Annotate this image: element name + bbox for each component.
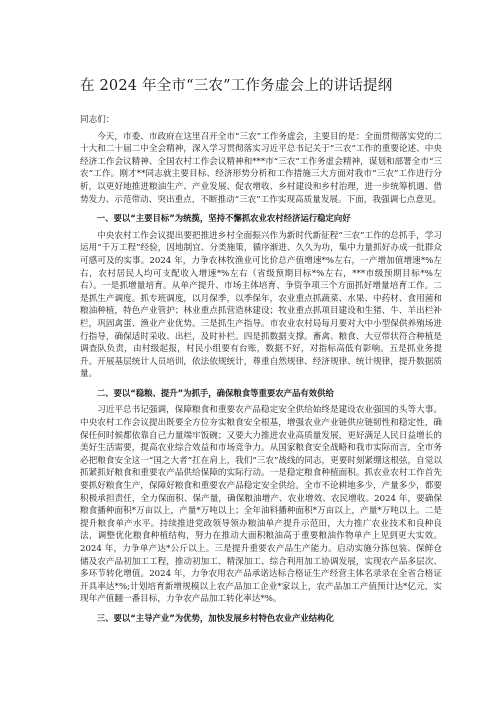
section-heading-2: 二、要以“稳粮、提升”为抓手，确保粮食等重要农产品有效供给 <box>96 387 334 398</box>
section-body-1: 中央农村工作会议提出要把推进乡村全面振兴作为新时代新征程“三农”工作的总抓手，学习运用“千万工程”经验，因地制宜、分类施策，循序渐进、久久为功，集中力量抓好办成一批群众可感可及的实事。2024 年，力争农林牧渔业可比价总产值增速*%左右，一产增加值增速*%左右，农村居民人均可支配收入增速*%左右（省级预期目标*%左右，***市级预期目标*%左右）。一是抓增量培育。从单产提升、市场主体培育、争资争项三个方面抓好增量培育工作。二是抓生产调度。抓专班调度，以月保季，以季保年，农业重点抓蔬菜、水果、中药材、食用菌和粮油种植，特色产业管护；林业重点抓营造林建设；牧业重点抓项目建设和生猪、牛、羊出栏补栏，巩固禽蛋、渔业产业优势。三是抓生产指导。市农业农村局每月要对大中小型保供养殖场进行指导，确保适时采收、出栏，及时补栏。四是抓数据支撑。畜禽、粮食、大豆带状符合种植是调查队负责，由村级起报，村民小组要有台账，数据不好，对指标高低有影响。五是抓业务提升。开展基层统计人员培训，依法依规统计，尊重自然规律、经济规律、统计规律，提升数据质量。 <box>80 230 442 380</box>
salutation: 同志们： <box>80 115 115 125</box>
section-heading-1: 一、要以“主要目标”为统揽，坚持不懈抓农业农村经济运行稳定向好 <box>96 213 351 224</box>
intro-paragraph: 今天，市委、市政府在这里召开全市“三农”工作务虚会，主要目的是：全面贯彻落实党的二十大和二十届二中全会精神，深入学习贯彻落实习近平总书记关于“三农”工作的重要论述、中央经济工作会议精神、全国农村工作会议精神和***市“三农”工作务虚会精神，谋划和部署全市“三农”工作。刚才**同志就主要目标、经济形势分析和工作措施三大方面对我市“三农”工作进行分析，以更好地推进粮油生产、产业发展、促农增收、乡村建设和乡村治理，进一步统筹机遇、借势发力、示范带动、突出重点，不断推动“三农”工作实现高质量发展。下面，我强调七点意见。 <box>80 131 442 205</box>
section-body-2: 习近平总书记强调，保障粮食和重要农产品稳定安全供给始终是建设农业强国的头等大事。中央农村工作会议提出既要全方位夯实粮食安全根基，增强农业产业链供应链韧性和稳定性，确保任何时候都依靠自己力量端牢饭碗；又要大力推进农业高质量发展，更好满足人民日益增长的美好生活需要，提高农业综合效益和市场竞争力。从国家粮食安全战略和我市实际而言，全市务必把粮食安全这一“国之大者”扛在肩上，我们“三农”战线的同志，更要时刻紧绷这根弦，自觉以抓紧抓好粮食和重要农产品供给保障的实际行动。一是稳定粮食种植面积。抓农业农村工作首先要抓好粮食生产，保障好粮食和重要农产品稳定安全供给。全市不论耕地多少，产量多少，都要积极承担责任，全力保面积、保产量，确保粮油增产、农业增效、农民增收。2024 年，要确保粮食播种面积*万亩以上，产量*万吨以上；全年油料播种面积*万亩以上，产量*万吨以上。二是提升粮食单产水平。持续推进党政领导领办粮油单产提升示范田，大力推广农业技术和良种良法，调整优化粮食种植结构，努力在推动大面积粮油高于重要粮油作物单产上见到更大实效。2024 年，力争单产达*公斤以上。三是提升重要农产品生产能力。启动实施分拣包装、保鲜仓储及农产品初加工工程，推动初加工、精深加工、综合利用加工协调发展，实现农产品多层次、多环节转化增值。2024 年，力争农用农产品承诺达标合格证生产经营主体名录录在全省合格证开具率达*%;计划培育新增规模以上农产品加工企业*家以上，农产品加工产值预计达*亿元，实现年产值翻一番目标，力争农产品加工转化率达*%。 <box>80 405 442 605</box>
page-title: 在 2024 年全市“三农”工作务虚会上的讲话提纲 <box>80 78 393 94</box>
section-heading-3: 三、要以“主导产业”为优势，加快发展乡村特色农业产业结构化 <box>96 612 334 623</box>
